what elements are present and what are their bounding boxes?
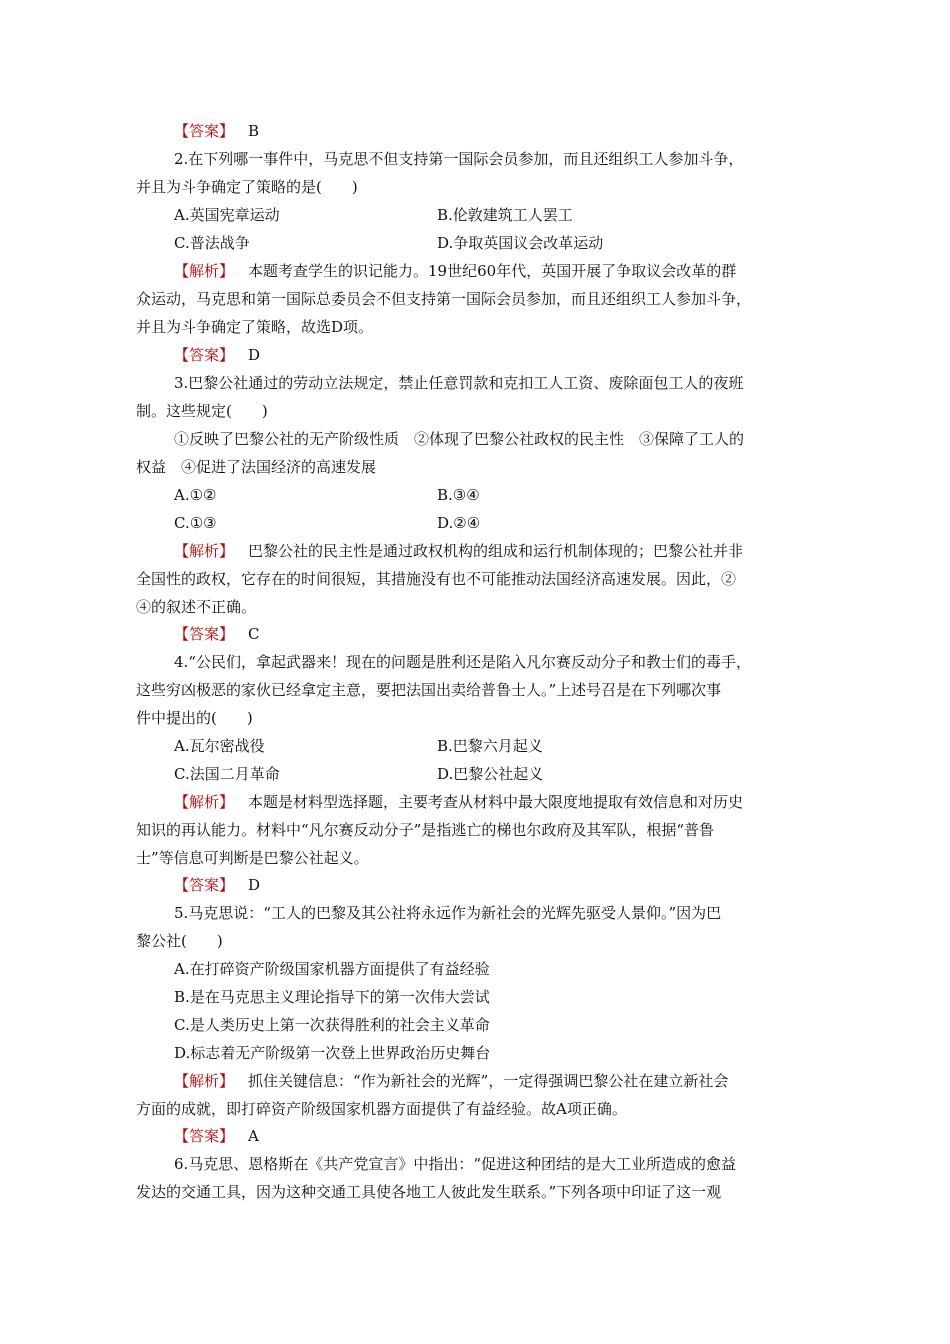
q2-option-a: A.英国宪章运动 xyxy=(174,206,280,224)
q3-answer-line xyxy=(174,624,260,644)
q4-option-a: A.瓦尔密战役 xyxy=(174,737,265,755)
analysis-tag: 【解析】 xyxy=(174,262,235,280)
q4-option-c: C.法国二月革命 xyxy=(174,765,280,783)
analysis-tag: 【解析】 xyxy=(174,542,235,560)
q3-items-line-1: ①反映了巴黎公社的无产阶级性质 ②体现了巴黎公社政权的民主性 ③保障了工人的 xyxy=(174,430,745,448)
q3-analysis-line-2: 全国性的政权，它存在的时间很短，其措施没有也不可能推动法国经济高速发展。因此，② xyxy=(136,570,737,588)
q5-answer: A xyxy=(248,1127,259,1145)
q6-stem-line-2: 发达的交通工具，因为这种交通工具使各地工人彼此发生联系。”下列各项中印证了这一观 xyxy=(136,1183,722,1201)
q4-stem-line-2: 这些穷凶极恶的家伙已经拿定主意，要把法国出卖给普鲁士人。”上述号召是在下列哪次事 xyxy=(136,681,722,699)
q2-answer-line xyxy=(174,345,260,365)
q3-analysis-line-3: ④的叙述不正确。 xyxy=(136,598,257,616)
q5-option-c: C.是人类历史上第一次获得胜利的社会主义革命 xyxy=(174,1016,490,1034)
q4-analysis-line-2: 知识的再认能力。材料中“凡尔赛反动分子”是指逃亡的梯也尔政府及其军队，根据“普鲁 xyxy=(136,821,715,839)
q3-option-a: A.①② xyxy=(174,486,217,504)
q5-option-a: A.在打碎资产阶级国家机器方面提供了有益经验 xyxy=(174,960,490,978)
q5-analysis-line-1: 【解析】 抓住关键信息：“作为新社会的光辉”，一定得强调巴黎公社在建立新社会 xyxy=(174,1072,729,1090)
q4-analysis-line-3: 士”等信息可判断是巴黎公社起义。 xyxy=(136,849,369,867)
q4-analysis-line-1: 【解析】 本题是材料型选择题，主要考查从材料中最大限度地提取有效信息和对历史 xyxy=(174,793,744,811)
q3-stem-line-1: 3.巴黎公社通过的劳动立法规定，禁止任意罚款和克扣工人工资、废除面包工人的夜班 xyxy=(174,374,744,392)
q4-stem-line-1: 4.“公民们，拿起武器来！现在的问题是胜利还是陷入凡尔赛反动分子和教士们的毒手， xyxy=(174,653,751,671)
q2-stem-line-1: 2.在下列哪一事件中，马克思不但支持第一国际会员参加，而且还组织工人参加斗争， xyxy=(174,150,744,168)
q3-analysis-line-1: 【解析】 巴黎公社的民主性是通过政权机构的组成和运行机制体现的；巴黎公社并非 xyxy=(174,542,744,560)
q6-stem-line-1: 6.马克思、恩格斯在《共产党宣言》中指出：“促进这种团结的是大工业所造成的愈益 xyxy=(174,1155,736,1173)
q2-answer: D xyxy=(248,346,261,364)
q3-answer: C xyxy=(248,625,260,643)
answer-tag: 【答案】 xyxy=(174,876,235,894)
answer-tag: 【答案】 xyxy=(174,1127,235,1145)
q5-option-b: B.是在马克思主义理论指导下的第一次伟大尝试 xyxy=(174,988,490,1006)
q4-option-d: D.巴黎公社起义 xyxy=(437,765,544,783)
q2-analysis-line-3: 并且为斗争确定了策略，故选D项。 xyxy=(136,318,374,336)
answer-tag: 【答案】 xyxy=(174,625,235,643)
analysis-tag: 【解析】 xyxy=(174,1072,235,1090)
q2-option-c: C.普法战争 xyxy=(174,234,250,252)
q2-option-b: B.伦敦建筑工人罢工 xyxy=(437,206,573,224)
q3-option-d: D.②④ xyxy=(437,514,481,532)
q5-analysis-line-2: 方面的成就，即打碎资产阶级国家机器方面提供了有益经验。故A项正确。 xyxy=(136,1100,627,1118)
q5-option-d: D.标志着无产阶级第一次登上世界政治历史舞台 xyxy=(174,1044,491,1062)
q4-answer-line xyxy=(174,875,260,895)
q3-option-b: B.③④ xyxy=(437,486,480,504)
q3-items-line-2: 权益 ④促进了法国经济的高速发展 xyxy=(136,458,377,476)
answer-tag: 【答案】 xyxy=(174,122,235,140)
q2-stem-line-2: 并且为斗争确定了策略的是( ) xyxy=(136,178,358,196)
q2-option-d: D.争取英国议会改革运动 xyxy=(437,234,604,252)
q2-analysis-line-2: 众运动，马克思和第一国际总委员会不但支持第一国际会员参加，而且还组织工人参加斗争， xyxy=(136,290,752,308)
q2-analysis-line-1: 【解析】 本题考查学生的识记能力。19世纪60年代，英国开展了争取议会改革的群 xyxy=(174,262,737,280)
q5-stem-line-1: 5.马克思说：“工人的巴黎及其公社将永远作为新社会的光辉先驱受人景仰。”因为巴 xyxy=(174,904,722,922)
q4-answer: D xyxy=(248,876,261,894)
q1-answer: B xyxy=(248,122,260,140)
q1-answer-line xyxy=(174,121,259,141)
q3-stem-line-2: 制。这些规定( ) xyxy=(136,402,268,420)
q5-stem-line-2: 黎公社( ) xyxy=(136,932,223,950)
answer-tag: 【答案】 xyxy=(174,346,235,364)
q4-option-b: B.巴黎六月起义 xyxy=(437,737,543,755)
analysis-tag: 【解析】 xyxy=(174,793,235,811)
q3-option-c: C.①③ xyxy=(174,514,217,532)
q4-stem-line-3: 件中提出的( ) xyxy=(136,709,253,727)
q5-answer-line xyxy=(174,1126,259,1146)
